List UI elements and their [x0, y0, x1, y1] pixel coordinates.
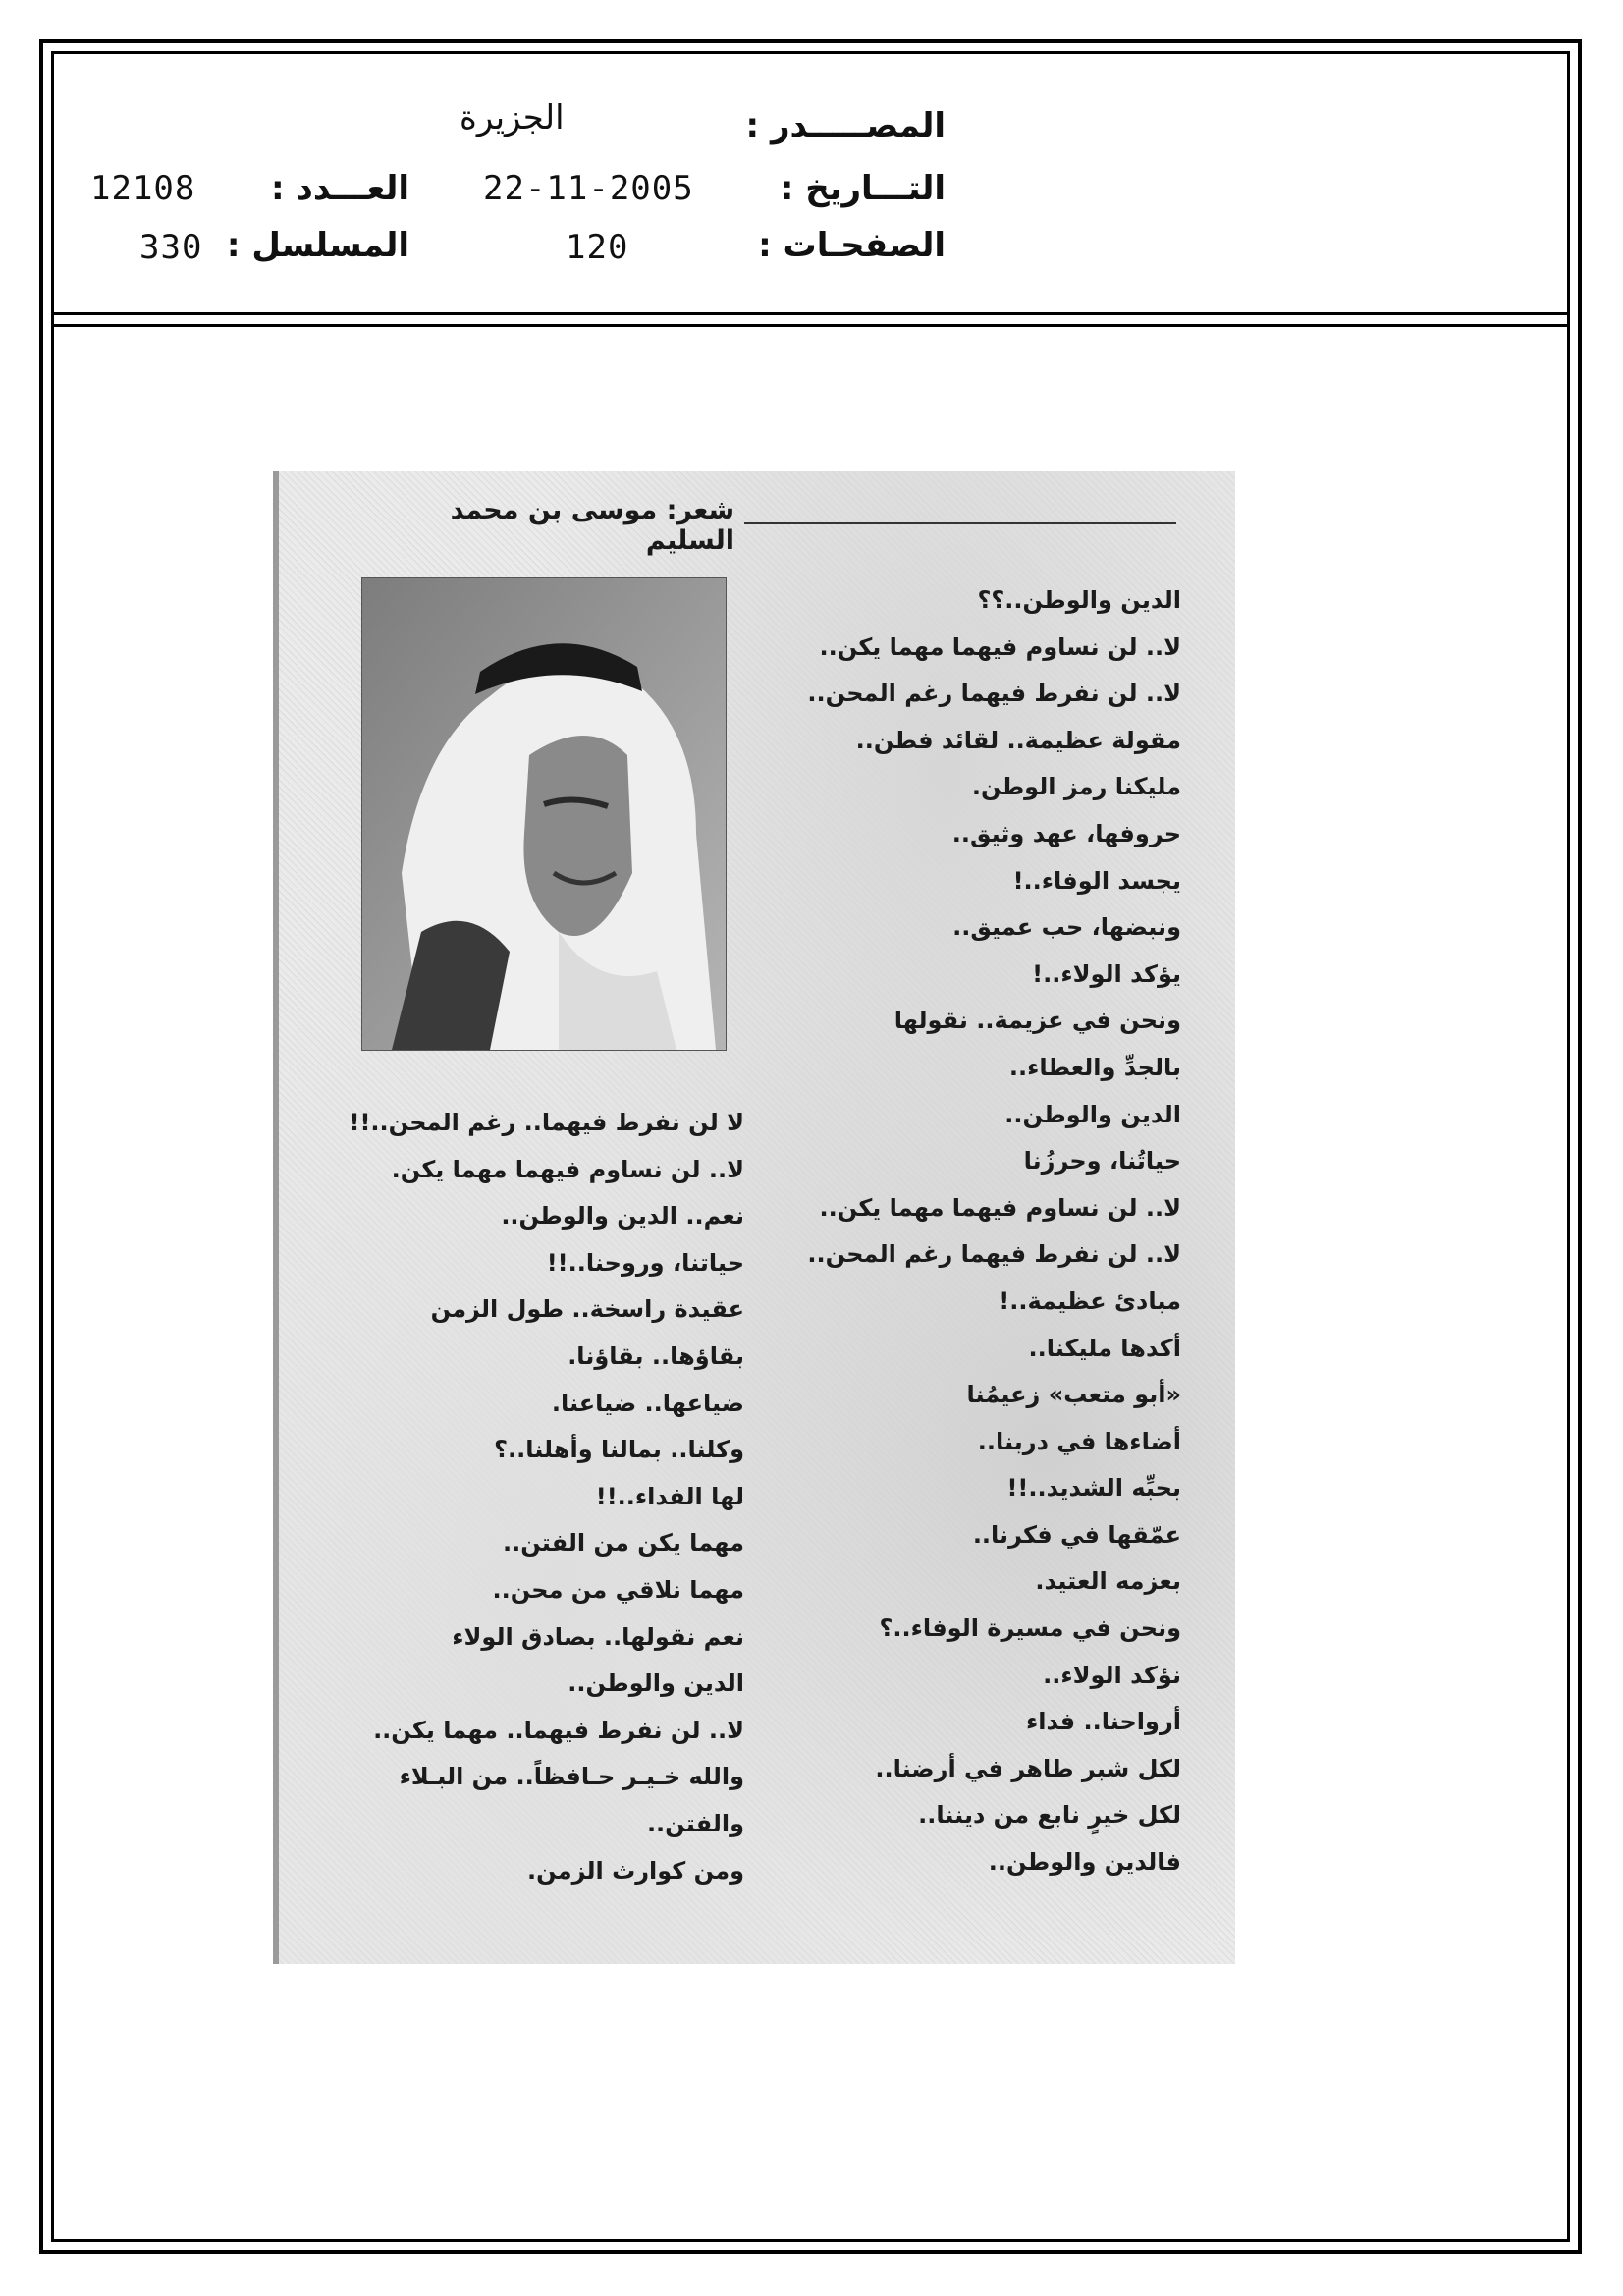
date-label: التـــاريخ :	[780, 169, 946, 208]
poem-line: عمّقها في فكرنا..	[972, 1520, 1181, 1549]
poem-line: لكل شبر طاهر في أرضنا..	[875, 1754, 1181, 1782]
poem-line: يؤكد الولاء..!	[1032, 959, 1181, 988]
poem-line: حياتُنا، وحرزُنا	[1023, 1147, 1181, 1175]
poem-line: نعم.. الدين والوطن..	[501, 1202, 744, 1230]
poem-line: لا.. لن نساوم فيهما مهما يكن..	[819, 632, 1181, 661]
poem-right-column	[769, 577, 1181, 1886]
pages-value: 120	[566, 228, 629, 267]
poem-line: مقولة عظيمة.. لقائد فطن..	[855, 726, 1181, 754]
poem-line: ضياعها.. ضياعنا.	[551, 1389, 744, 1417]
poem-line: والله خـيـر حـافظاً.. من البـلاء	[399, 1763, 744, 1791]
poem-line: لا.. لن نفرط فيهما رغم المحن..	[807, 680, 1181, 708]
poem-line: لا.. لن نفرط فيهما.. مهما يكن..	[373, 1716, 744, 1744]
author-portrait-image	[362, 578, 726, 1050]
poem-line: حياتنا، وروحنا..!!	[546, 1248, 744, 1277]
poem-line: ونحن في مسيرة الوفاء..؟	[879, 1614, 1181, 1643]
byline-rule	[744, 522, 1176, 524]
poem-line: مبادئ عظيمة..!	[999, 1286, 1181, 1315]
poem-line: بحبِّه الشديد..!!	[1006, 1474, 1181, 1503]
poem-line: الدين والوطن..	[568, 1669, 744, 1698]
poem-line: أرواحنا.. فداء	[1026, 1708, 1181, 1736]
poem-line: لا.. لن نساوم فيهما مهما يكن.	[391, 1155, 744, 1183]
author-photo	[361, 577, 727, 1051]
poem-line: فالدين والوطن..	[988, 1848, 1181, 1877]
header-separator	[51, 312, 1570, 315]
poem-line: بقاؤها.. بقاؤنا.	[568, 1341, 744, 1370]
poem-line: ونبضها، حب عميق..	[952, 913, 1181, 942]
poem-line: أكدها مليكنا..	[1028, 1334, 1181, 1362]
poem-line: لها الفداء..!!	[595, 1482, 744, 1510]
poem-line: لا.. لن نفرط فيهما رغم المحن..	[807, 1240, 1181, 1269]
poem-line: لا.. لن نساوم فيهما مهما يكن..	[819, 1193, 1181, 1222]
poem-line: نعم نقولها.. بصادق الولاء	[452, 1622, 744, 1651]
article-byline: شعر: موسى بن محمد السليم	[450, 495, 734, 556]
poem-line: عقيدة راسخة.. طول الزمن	[430, 1295, 744, 1324]
poem-line: «أبو متعب» زعيمُنا	[966, 1381, 1181, 1409]
serial-label: المسلسل :	[226, 226, 409, 265]
pages-label: الصفحـات :	[758, 226, 946, 265]
poem-left-column	[312, 1100, 744, 1894]
poem-line: وكلنا.. بمالنا وأهلنا..؟	[494, 1436, 744, 1464]
poem-line: لا لن نفرط فيهما.. رغم المحن..!!	[349, 1109, 744, 1136]
poem-line: يجسد الوفاء..!	[1012, 866, 1181, 895]
poem-line: مهما يكن من الفتن..	[502, 1529, 744, 1558]
poem-line: والفتن..	[646, 1809, 744, 1837]
poem-line: الدين والوطن..؟؟	[977, 586, 1181, 614]
source-label: المصـــــدر :	[745, 106, 946, 145]
source-value: الجزيرة	[460, 98, 565, 137]
poem-line: ونحن في عزيمة.. نقولها	[893, 1007, 1181, 1035]
poem-line: الدين والوطن..	[1004, 1100, 1181, 1128]
poem-line: أضاءها في دربنا..	[977, 1427, 1181, 1455]
serial-value: 330	[139, 228, 203, 267]
clipping-edge	[273, 471, 279, 1964]
poem-line: مهما نلاقي من محن..	[492, 1575, 744, 1604]
issue-label: العـــدد :	[271, 169, 409, 208]
poem-line: نؤكد الولاء..	[1043, 1661, 1181, 1689]
newspaper-clipping	[273, 471, 1235, 1964]
poem-line: حروفها، عهد وثيق..	[951, 819, 1181, 847]
poem-line: مليكنا رمز الوطن.	[971, 773, 1181, 801]
poem-line: بعزمه العتيد.	[1035, 1567, 1181, 1596]
poem-line: بالجدِّ والعطاء..	[1008, 1053, 1181, 1081]
issue-value: 12108	[90, 169, 196, 208]
header-separator-inner	[51, 324, 1570, 327]
poem-line: ومن كوارث الزمن.	[527, 1856, 744, 1885]
date-value: 22-11-2005	[483, 169, 694, 208]
poem-line: لكل خيرٍ نابع من ديننا..	[918, 1801, 1181, 1830]
